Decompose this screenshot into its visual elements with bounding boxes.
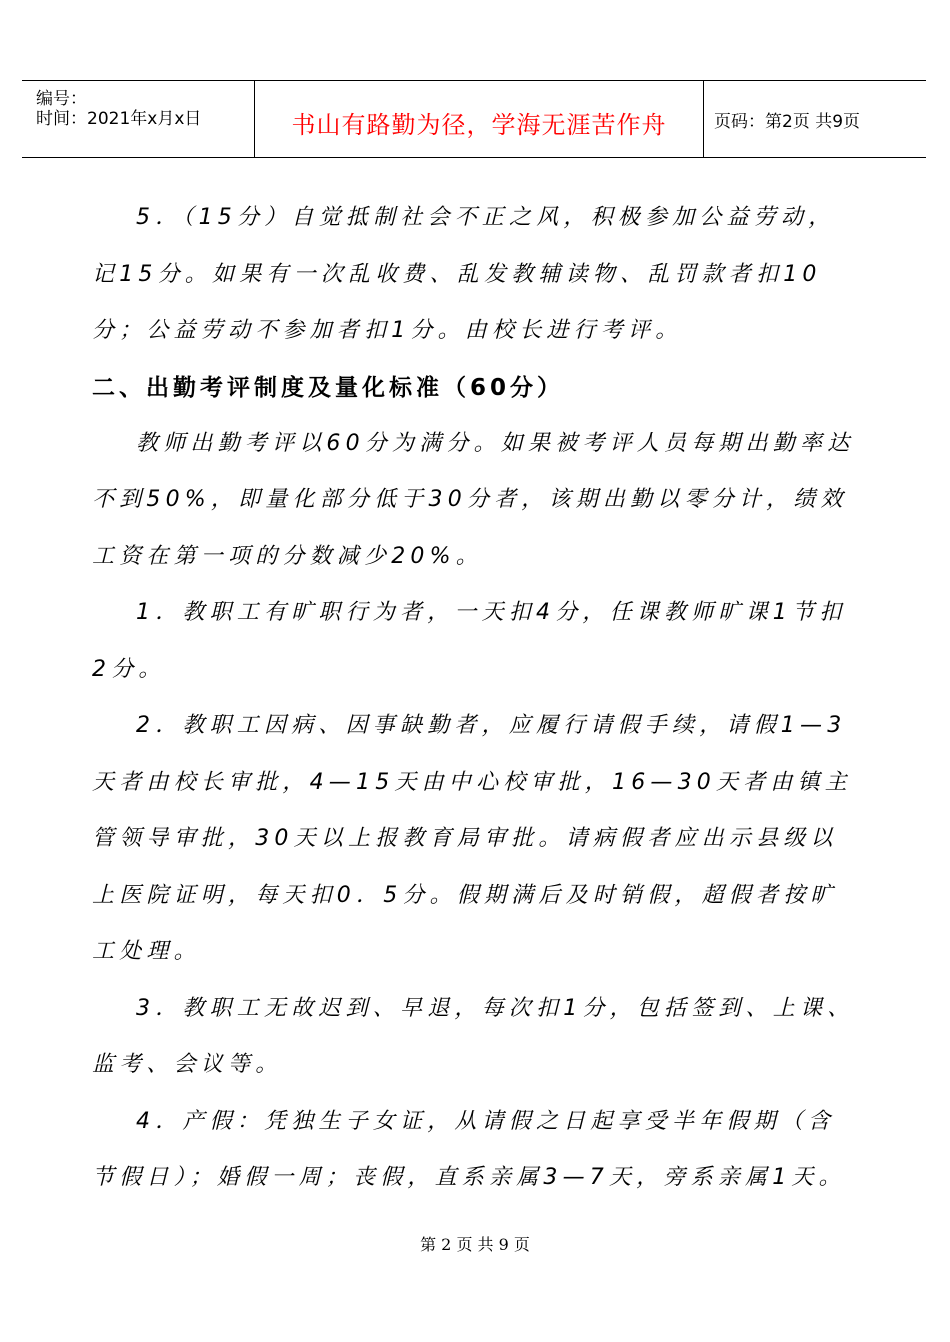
paragraph-item-4: 4．产假：凭独生子女证，从请假之日起享受半年假期（含节假日）；婚假一周；丧假，直系亲属3—7天，旁系亲属1天。 (92, 1108, 846, 1190)
header-motto: 书山有路勤为径，学海无涯苦作舟 (291, 111, 667, 139)
paragraph-item-5: 5．（15分）自觉抵制社会不正之风，积极参加公益劳动，记15分。如果有一次乱收费、乱发教辅读物、乱罚款者扣10分；公益劳动不参加者扣1分。由校长进行考评。 (92, 205, 836, 343)
page-footer: 第 2 页 共 9 页 (420, 1235, 530, 1254)
document-time-label: 时间：2021年x月x日 (36, 109, 202, 129)
header-page-info: 页码：第2页 共9页 (714, 112, 861, 132)
paragraph-attendance-intro: 教师出勤考评以60分为满分。如果被考评人员每期出勤率达不到50%，即量化部分低于30分者，该期出勤以零分计，绩效工资在第一项的分数减少20%。 (92, 430, 855, 569)
section-heading-2: 二、出勤考评制度及量化标准（60分） (92, 374, 565, 401)
document-number-label: 编号： (36, 89, 87, 109)
paragraph-item-1: 1．教职工有旷职行为者，一天扣4分，任课教师旷课1节扣2分。 (92, 600, 847, 682)
paragraph-item-3: 3．教职工无故迟到、早退，每次扣1分，包括签到、上课、监考、会议等。 (92, 995, 855, 1077)
paragraph-item-2: 2．教职工因病、因事缺勤者，应履行请假手续，请假1—3天者由校长审批，4—15天由中心校审批，16—30天者由镇主管领导审批，30天以上报教育局审批。请病假者应出示县级以上医院证明，每天扣0．5分。假期满后及时销假，超假者按旷工处理。 (92, 713, 852, 964)
document-body (92, 190, 862, 1207)
header-motto-cell (254, 81, 704, 157)
header-meta (22, 81, 254, 157)
header-page-cell (702, 81, 926, 157)
page-header (22, 80, 926, 158)
